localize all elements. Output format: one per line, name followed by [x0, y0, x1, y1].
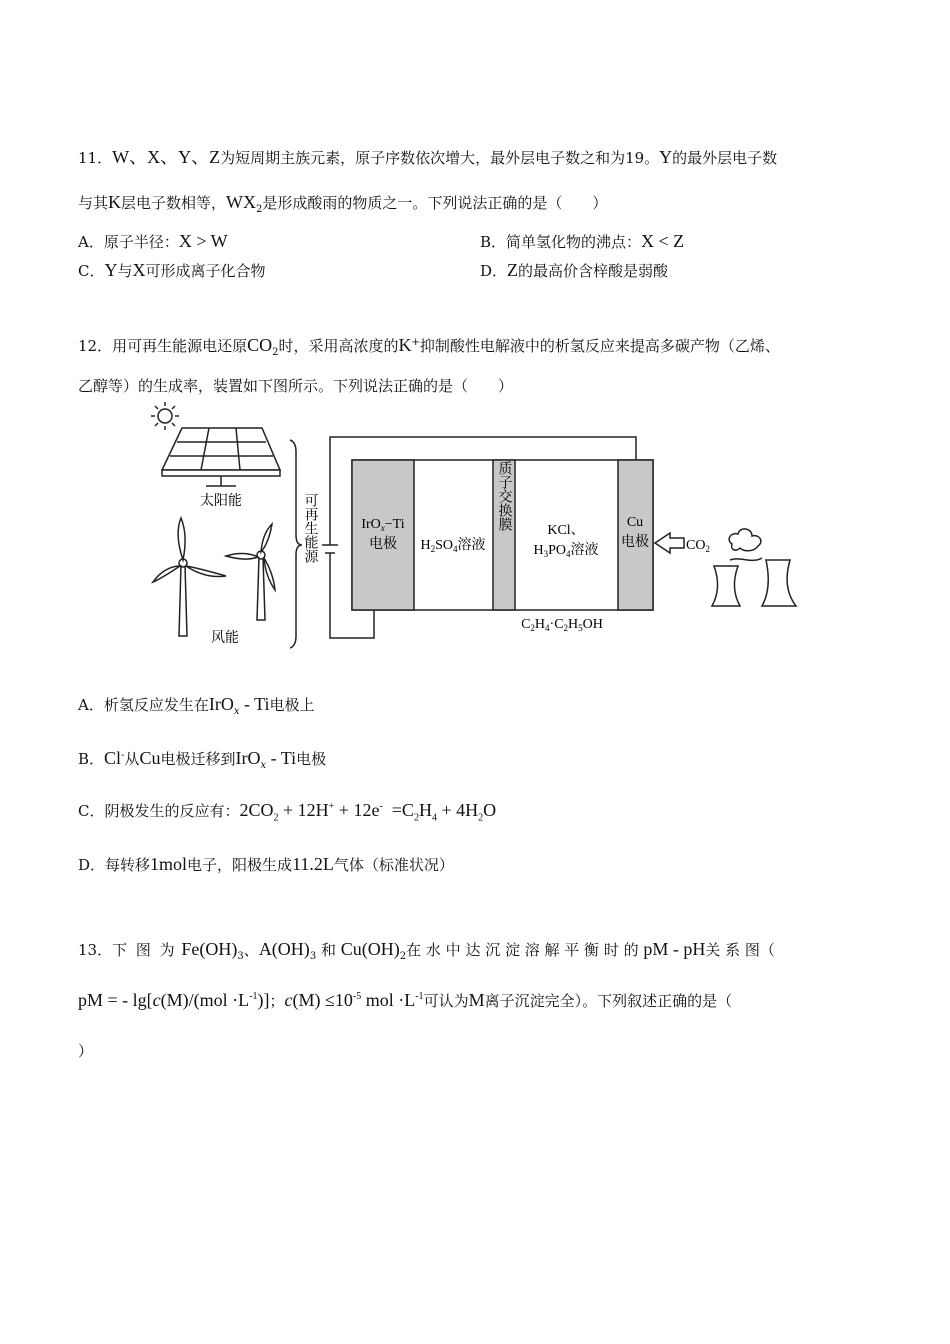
- q11-line-2: 与其K层电子数相等，$WX_2$是形成酸雨的物质之一。下列说法正确的是（ ）: [78, 192, 608, 215]
- q11-option-a[interactable]: A．原子半径：X > W: [78, 231, 228, 251]
- cu-label-2: 电极: [621, 535, 649, 550]
- q11-option-b[interactable]: B．简单氢化物的沸点：X < Z: [480, 231, 685, 251]
- product-label: $C_2H_4\cdot C_2H_5OH$: [521, 617, 603, 633]
- pm-formula: $[c(M)/(mol \cdot L^{-1})]$: [146, 990, 270, 1010]
- q13-number: 13．: [78, 941, 113, 959]
- wind-label: 风能: [211, 631, 239, 646]
- q12-number: 12．: [78, 337, 113, 355]
- q12-option-c[interactable]: C．阴极发生的反应有：$2CO_2 + 12H^+ + 12e^- =C_2H_4 + 4H_2O$: [78, 800, 497, 824]
- q12-option-d[interactable]: D．每转移1mol电子，阳极生成11.2L气体（标准状况）: [78, 854, 454, 874]
- h2so4-label: $H_2SO_4$溶液: [420, 538, 486, 554]
- q13-line-3: ）: [78, 1042, 94, 1060]
- brace: [290, 440, 302, 648]
- anode-label-2: 电极: [369, 537, 397, 552]
- co2-arrow-icon: [655, 533, 684, 553]
- cathode-equation: $2CO_2 + 12H^+ + 12e^- =C_2H_4 + 4H_2O$: [239, 800, 497, 824]
- factory-icon: [712, 529, 796, 606]
- q11-line-1: 11．W、X、Y、Z为短周期主族元素，原子序数依次增大，最外层电子数之和为19。Y的最外层电子数: [78, 147, 778, 167]
- kcl-label: KCl、: [547, 523, 585, 538]
- q12-option-b[interactable]: B．Cl-从Cu电极迁移到IrO$_x$ - Ti电极: [78, 748, 327, 771]
- q12-option-a[interactable]: A．析氢反应发生在IrO$_x$ - Ti电极上: [78, 694, 315, 717]
- completion-condition: $c(M) \le 10^{-5}$ mol $\cdot L^{-1}$: [284, 990, 424, 1010]
- q13-line-1: 13．下 图 为 $Fe(OH)_3$、$A(OH)_3$ 和 $Cu(OH)_2$在 水 中 达 沉 淀 溶 解 平 衡 时 的 pM - pH关 系 图（: [78, 939, 775, 962]
- solar-label: 太阳能: [200, 494, 242, 509]
- anode-electrode: [352, 460, 414, 610]
- co2-label: $CO_2$: [686, 538, 710, 554]
- wind-turbine-icon: [153, 518, 275, 636]
- sun-icon: [151, 402, 179, 430]
- q11-option-c[interactable]: C．Y与X可形成离子化合物: [78, 260, 266, 280]
- electrolysis-diagram: [140, 396, 820, 658]
- q11-number: 11．: [78, 149, 113, 167]
- renewable-label: [303, 493, 319, 563]
- anode-label: IrO$_x$−Ti: [361, 517, 405, 533]
- q13-line-2: pM = - $\lg[c(M)/(mol \cdot L^{-1})]$；$c(M) \le 10^{-5}$ mol $\cdot L^{-1}$可认为M离子沉淀完全）。下列叙述正确的是（: [78, 990, 733, 1010]
- solar-panel-icon: [162, 428, 280, 486]
- q12-line-1: 12．用可再生能源电还原$CO_2$时，采用高浓度的K+抑制酸性电解液中的析氢反应来提高多碳产物（乙烯、: [78, 335, 780, 358]
- membrane-label: 质子交换膜: [496, 461, 512, 531]
- h3po4-label: $H_3PO_4$溶液: [533, 543, 599, 559]
- renewable-label-text: 可再生能源: [302, 493, 318, 563]
- cu-label: Cu: [626, 515, 644, 530]
- q12-line-2: 乙醇等）的生成率，装置如下图所示。下列说法正确的是（ ）: [78, 377, 514, 395]
- q11-option-d[interactable]: D．Z的最高价含梓酸是弱酸: [480, 260, 669, 280]
- q11-elements: W、X、Y、Z: [112, 147, 221, 167]
